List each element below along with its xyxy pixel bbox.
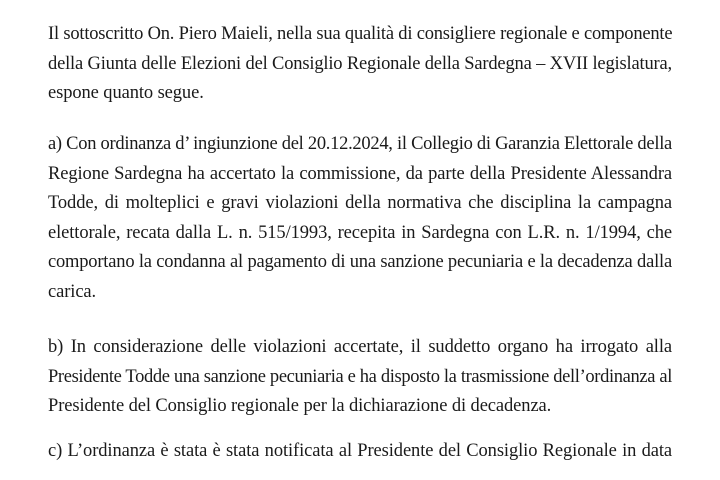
- text-line: espone quanto segue.: [48, 83, 204, 103]
- text-line: carica.: [48, 281, 97, 302]
- text-line: della Giunta delle Elezioni del Consiglio Regionale della Sardegna – XVII legislatura,: [48, 53, 672, 74]
- text-line: Todde, di molteplici e gravi violazioni della normativa che disciplina la campagna: [48, 193, 672, 213]
- text-line: c) L’ordinanza è stata è stata notificata al Presidente del Consiglio Regionale in data: [48, 441, 672, 461]
- text-line: b) In considerazione delle violazioni accertate, il suddetto organo ha irrogato alla: [48, 337, 672, 357]
- paragraph-intro: [48, 20, 672, 109]
- text-line: Presidente del Consiglio regionale per la dichiarazione di decadenza.: [48, 396, 552, 416]
- text-line: comportano la condanna al pagamento di una sanzione pecuniaria e la decadenza dalla: [48, 252, 672, 272]
- paragraph-a: [48, 130, 672, 307]
- text-line: a) Con ordinanza d’ ingiunzione del 20.12.2024, il Collegio di Garanzia Elettorale della: [48, 134, 672, 154]
- text-line: elettorale, recata dalla L. n. 515/1993, recepita in Sardegna con L.R. n. 1/1994, che: [48, 222, 672, 243]
- text-line: Il sottoscritto On. Piero Maieli, nella sua qualità di consigliere regionale e componente: [48, 24, 673, 44]
- paragraph-b: [48, 333, 672, 422]
- paragraph-c: [48, 437, 672, 467]
- text-line: Regione Sardegna ha accertato la commissione, da parte della Presidente Alessandra: [48, 163, 672, 184]
- text-line: Presidente Todde una sanzione pecuniaria e ha disposto la trasmissione dell’ordinanza al: [48, 366, 672, 387]
